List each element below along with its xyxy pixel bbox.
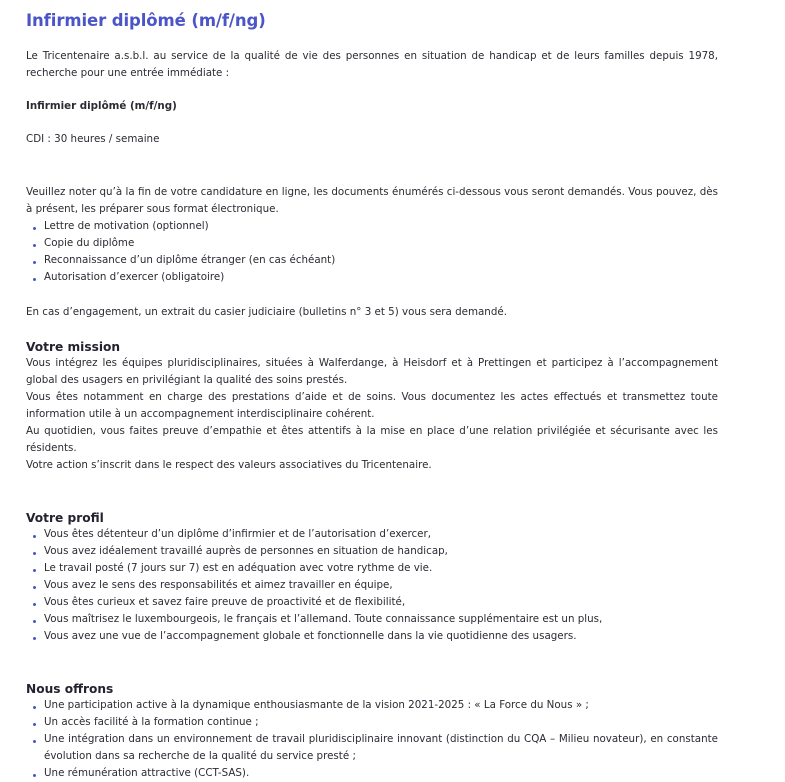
- list-item: Vous avez idéalement travaillé auprès de personnes en situation de handicap,: [26, 543, 718, 560]
- offrons-heading: Nous offrons: [26, 682, 114, 696]
- list-item: Une participation active à la dynamique enthousiasmante de la vision 2021-2025 : « La Force du Nous » ;: [26, 697, 718, 714]
- position-title: Infirmier diplômé (m/f/ng): [26, 100, 177, 112]
- list-item: Vous êtes détenteur d’un diplôme d’infirmier et de l’autorisation d’exercer,: [26, 526, 718, 543]
- casier-note: En cas d’engagement, un extrait du casier judiciaire (bulletins n° 3 et 5) vous sera demandé.: [26, 306, 507, 318]
- profil-heading: Votre profil: [26, 511, 104, 525]
- list-item: Copie du diplôme: [26, 235, 718, 252]
- mission-paragraph: Vous êtes notamment en charge des prestations d’aide et de soins. Vous documentez les actes effectués et transmettez toute information utile à un accompagnement interdisciplinaire cohérent.: [26, 391, 718, 420]
- mission-heading: Votre mission: [26, 340, 121, 354]
- documents-list: [26, 218, 718, 286]
- profil-list: [26, 526, 718, 645]
- list-item: Autorisation d’exercer (obligatoire): [26, 269, 718, 286]
- list-item: Vous avez le sens des responsabilités et aimez travailler en équipe,: [26, 577, 718, 594]
- list-item: Un accès facilité à la formation continue ;: [26, 714, 718, 731]
- page-title: Infirmier diplômé (m/f/ng): [26, 11, 266, 30]
- mission-paragraph: Au quotidien, vous faites preuve d’empathie et êtes attentifs à la mise en place d’une relation privilégiée et sécurisante avec les résidents.: [26, 425, 718, 454]
- mission-paragraph: Vous intégrez les équipes pluridisciplinaires, situées à Walferdange, à Heisdorf et à Prettingen et participez à l’accompagnement global des usagers en privilégiant la qualité des soins prestés.: [26, 357, 718, 386]
- documents-note: Veuillez noter qu’à la fin de votre candidature en ligne, les documents énumérés ci-dessous vous seront demandés. Vous pouvez, dès à présent, les préparer sous format électronique.: [26, 186, 718, 215]
- list-item: Le travail posté (7 jours sur 7) est en adéquation avec votre rythme de vie.: [26, 560, 718, 577]
- list-item: Vous avez une vue de l’accompagnement globale et fonctionnelle dans la vie quotidienne des usagers.: [26, 628, 718, 645]
- list-item: Lettre de motivation (optionnel): [26, 218, 718, 235]
- contract-text: CDI : 30 heures / semaine: [26, 133, 160, 145]
- list-item: Reconnaissance d’un diplôme étranger (en cas échéant): [26, 252, 718, 269]
- list-item: Vous êtes curieux et savez faire preuve de proactivité et de flexibilité,: [26, 594, 718, 611]
- list-item: Une rémunération attractive (CCT-SAS).: [26, 765, 718, 782]
- list-item: Une intégration dans un environnement de travail pluridisciplinaire innovant (distinction du CQA – Milieu novateur), en constante évolution dans sa recherche de la qualité du service presté ;: [26, 731, 718, 765]
- intro-text: Le Tricentenaire a.s.b.l. au service de la qualité de vie des personnes en situation de handicap et de leurs familles depuis 1978, recherche pour une entrée immédiate :: [26, 50, 718, 79]
- mission-paragraph: Votre action s’inscrit dans le respect des valeurs associatives du Tricentenaire.: [26, 459, 432, 471]
- list-item: Vous maîtrisez le luxembourgeois, le français et l’allemand. Toute connaissance supplémentaire est un plus,: [26, 611, 718, 628]
- offrons-list: [26, 697, 718, 782]
